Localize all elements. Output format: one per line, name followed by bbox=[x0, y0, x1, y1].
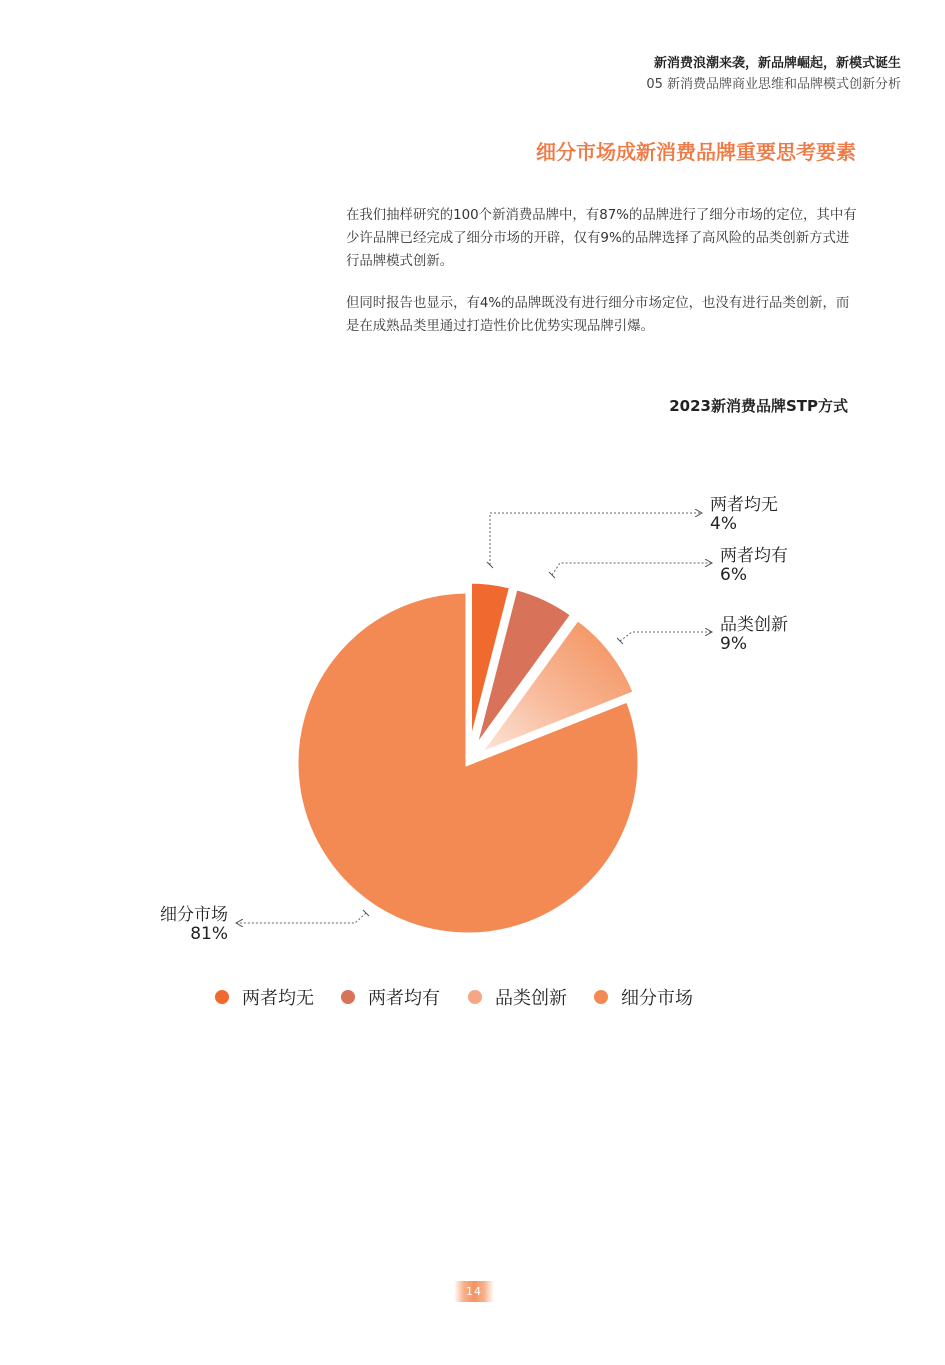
slice-label-name-1: 两者均无 bbox=[710, 495, 778, 515]
leader-tick-4 bbox=[363, 910, 369, 916]
leader-line-4 bbox=[236, 913, 366, 923]
legend-label-4: 细分市场 bbox=[621, 988, 693, 1009]
legend-label-2: 两者均有 bbox=[368, 988, 440, 1009]
page-title: 细分市场成新消费品牌重要思考要素 bbox=[536, 140, 856, 164]
slice-label-name-2: 两者均有 bbox=[720, 546, 788, 566]
slice-label-value-1: 4% bbox=[710, 514, 737, 534]
leader-line-1 bbox=[490, 513, 702, 565]
legend-marker-4 bbox=[594, 990, 608, 1004]
legend-marker-2 bbox=[341, 990, 355, 1004]
leader-tick-1 bbox=[487, 562, 493, 568]
legend-label-3: 品类创新 bbox=[495, 988, 567, 1009]
leader-line-3 bbox=[620, 632, 712, 641]
page-number: 14 bbox=[454, 1281, 494, 1302]
slice-label-value-2: 6% bbox=[720, 565, 747, 585]
paragraph-1: 在我们抽样研究的100个新消费品牌中，有87%的品牌进行了细分市场的定位，其中有少许品牌已经完成了细分市场的开辟，仅有9%的品牌选择了高风险的品类创新方式进行品牌模式创新。 bbox=[346, 208, 857, 269]
legend-marker-3 bbox=[468, 990, 482, 1004]
chart-title: 2023新消费品牌STP方式 bbox=[669, 397, 848, 415]
slice-label-name-4: 细分市场 bbox=[160, 905, 228, 925]
header-subtitle: 05 新消费品牌商业思维和品牌模式创新分析 bbox=[646, 77, 901, 92]
leader-tick-3 bbox=[617, 638, 623, 644]
slice-label-value-4: 81% bbox=[190, 924, 228, 944]
legend-marker-1 bbox=[215, 990, 229, 1004]
leader-line-2 bbox=[552, 563, 712, 575]
slice-label-value-3: 9% bbox=[720, 634, 747, 654]
legend-label-1: 两者均无 bbox=[242, 988, 314, 1009]
header-title: 新消费浪潮来袭，新品牌崛起，新模式诞生 bbox=[653, 56, 901, 71]
leader-tick-2 bbox=[549, 572, 555, 578]
paragraph-2: 但同时报告也显示，有4%的品牌既没有进行细分市场定位，也没有进行品类创新，而是在成熟品类里通过打造性价比优势实现品牌引爆。 bbox=[346, 296, 850, 334]
slice-label-name-3: 品类创新 bbox=[720, 615, 788, 635]
